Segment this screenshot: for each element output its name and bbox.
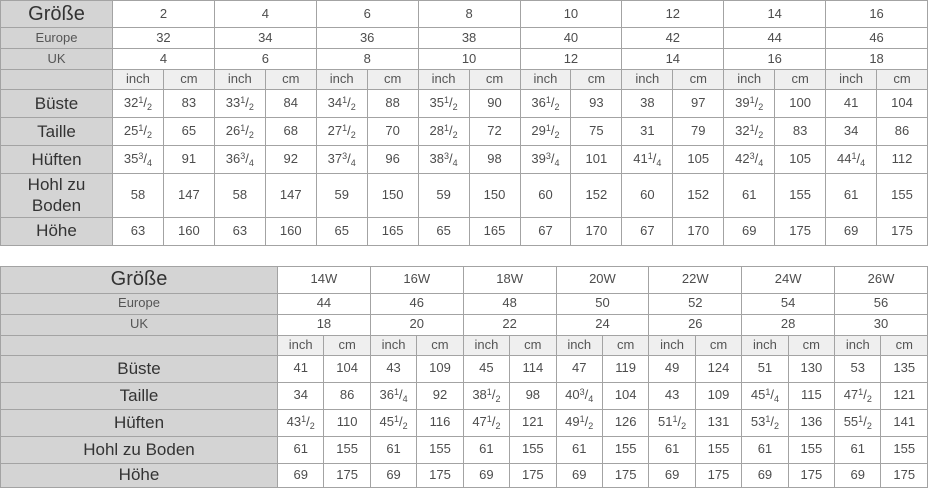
europe-row-value: 34 [214,28,316,49]
uk-row-value: 24 [556,314,649,335]
europe-row-value: 46 [370,293,463,314]
measure-inch-cell: $26^1/_2$ [214,118,265,146]
europe-row-value: 44 [278,293,371,314]
measure-inch-cell: 69 [835,463,881,487]
measure-inch-cell: 60 [520,174,571,218]
measure-cm-cell: 115 [788,382,834,409]
measure-inch-cell: 65 [316,217,367,245]
measure-inch-cell: 34 [826,118,877,146]
measure-inch-cell: 61 [556,436,602,463]
measure-cm-cell: 136 [788,409,834,436]
measure-inch-cell: 69 [370,463,416,487]
measure-cm-cell: 135 [881,355,928,382]
measure-inch-cell: $53^1/_2$ [742,409,788,436]
europe-row-value: 50 [556,293,649,314]
measure-row-label: Hohl zu Boden [1,174,113,218]
europe-row-value: 48 [463,293,556,314]
uk-row-value: 6 [214,49,316,70]
measure-inch-cell: $32^1/_2$ [113,90,164,118]
measure-row-label: Taille [1,118,113,146]
measure-cm-cell: 93 [571,90,622,118]
unit-inch-header: inch [316,70,367,90]
measure-cm-cell: 92 [265,146,316,174]
measure-cm-cell: 175 [775,217,826,245]
measure-row-label: Büste [1,90,113,118]
measure-row-label: Höhe [1,463,278,487]
measure-inch-cell: $36^1/_4$ [370,382,416,409]
measure-cm-cell: 70 [367,118,418,146]
measure-inch-cell: 59 [418,174,469,218]
measure-inch-cell: $39^3/_4$ [520,146,571,174]
measure-cm-cell: 150 [469,174,520,218]
measure-inch-cell: $35^3/_4$ [113,146,164,174]
measure-cm-cell: 165 [469,217,520,245]
measure-cm-cell: 155 [788,436,834,463]
measure-cm-cell: 155 [695,436,741,463]
unit-cm-header: cm [775,70,826,90]
measure-inch-cell: 31 [622,118,673,146]
measure-cm-cell: 105 [775,146,826,174]
measure-cm-cell: 121 [881,382,928,409]
measure-inch-cell: 60 [622,174,673,218]
size-chart-table-plus [0,266,928,488]
measure-cm-cell: 92 [417,382,463,409]
measure-cm-cell: 97 [673,90,724,118]
unit-row-spacer [1,70,113,90]
size-row-value: 16 [826,1,928,28]
measure-inch-cell: 58 [113,174,164,218]
measure-row [1,382,928,409]
measure-row [1,90,928,118]
measure-cm-cell: 165 [367,217,418,245]
unit-inch-header: inch [278,335,324,355]
measure-inch-cell: 41 [278,355,324,382]
measure-inch-cell: $27^1/_2$ [316,118,367,146]
measure-inch-cell: $34^1/_2$ [316,90,367,118]
measure-cm-cell: 98 [469,146,520,174]
measure-cm-cell: 152 [571,174,622,218]
measure-inch-cell: 58 [214,174,265,218]
measure-inch-cell: 67 [520,217,571,245]
measure-inch-cell: $39^1/_2$ [724,90,775,118]
measure-cm-cell: 88 [367,90,418,118]
measure-inch-cell: $51^1/_2$ [649,409,695,436]
measure-cm-cell: 175 [788,463,834,487]
europe-row-value: 40 [520,28,622,49]
measure-cm-cell: 155 [602,436,648,463]
europe-row-value: 36 [316,28,418,49]
measure-row-label: Hüften [1,146,113,174]
measure-cm-cell: 83 [163,90,214,118]
unit-inch-header: inch [556,335,602,355]
size-row-value: 10 [520,1,622,28]
measure-inch-cell: 61 [649,436,695,463]
unit-inch-header: inch [370,335,416,355]
unit-inch-header: inch [622,70,673,90]
uk-row-value: 14 [622,49,724,70]
unit-cm-header: cm [324,335,370,355]
measure-cm-cell: 75 [571,118,622,146]
measure-inch-cell: $47^1/_2$ [835,382,881,409]
measure-row [1,174,928,218]
measure-inch-cell: 43 [370,355,416,382]
uk-row [1,314,928,335]
europe-row-value: 56 [835,293,928,314]
measure-row-label: Hohl zu Boden [1,436,278,463]
europe-row-value: 52 [649,293,742,314]
unit-row-spacer [1,335,278,355]
measure-inch-cell: $29^1/_2$ [520,118,571,146]
measure-inch-cell: $36^3/_4$ [214,146,265,174]
measure-cm-cell: 116 [417,409,463,436]
measure-inch-cell: $49^1/_2$ [556,409,602,436]
measure-cm-cell: 79 [673,118,724,146]
measure-inch-cell: $45^1/_2$ [370,409,416,436]
size-row-value: 14W [278,266,371,293]
measure-cm-cell: 160 [265,217,316,245]
measure-cm-cell: 98 [510,382,556,409]
uk-row-value: 26 [649,314,742,335]
measure-cm-cell: 121 [510,409,556,436]
europe-row-label: Europe [1,293,278,314]
europe-row-value: 46 [826,28,928,49]
unit-row [1,70,928,90]
uk-row-label: UK [1,314,278,335]
measure-inch-cell: 67 [622,217,673,245]
measure-cm-cell: 175 [881,463,928,487]
measure-cm-cell: 126 [602,409,648,436]
measure-cm-cell: 155 [324,436,370,463]
measure-inch-cell: 49 [649,355,695,382]
measure-inch-cell: $43^1/_2$ [278,409,324,436]
size-row-value: 26W [835,266,928,293]
unit-inch-header: inch [826,70,877,90]
size-row-value: 16W [370,266,463,293]
measure-inch-cell: $38^3/_4$ [418,146,469,174]
measure-cm-cell: 90 [469,90,520,118]
europe-row-value: 32 [113,28,215,49]
measure-cm-cell: 124 [695,355,741,382]
europe-row [1,28,928,49]
table-spacer [0,246,928,266]
size-row-value: 20W [556,266,649,293]
measure-inch-cell: 61 [835,436,881,463]
size-row-value: 6 [316,1,418,28]
measure-inch-cell: $45^1/_4$ [742,382,788,409]
unit-row [1,335,928,355]
measure-cm-cell: 119 [602,355,648,382]
measure-inch-cell: 69 [649,463,695,487]
uk-row-value: 20 [370,314,463,335]
size-row-label: Größe [1,1,113,28]
uk-row-value: 18 [826,49,928,70]
measure-inch-cell: 47 [556,355,602,382]
unit-cm-header: cm [881,335,928,355]
unit-inch-header: inch [520,70,571,90]
measure-cm-cell: 155 [775,174,826,218]
uk-row-value: 10 [418,49,520,70]
measure-inch-cell: 63 [113,217,164,245]
uk-row-value: 30 [835,314,928,335]
measure-row [1,355,928,382]
measure-inch-cell: 69 [556,463,602,487]
unit-cm-header: cm [510,335,556,355]
size-chart-table-standard [0,0,928,246]
measure-cm-cell: 104 [324,355,370,382]
europe-row-value: 44 [724,28,826,49]
measure-cm-cell: 155 [881,436,928,463]
size-row-value: 8 [418,1,520,28]
measure-cm-cell: 160 [163,217,214,245]
measure-inch-cell: 41 [826,90,877,118]
unit-inch-header: inch [463,335,509,355]
measure-cm-cell: 147 [163,174,214,218]
size-row-value: 4 [214,1,316,28]
measure-cm-cell: 175 [510,463,556,487]
measure-cm-cell: 101 [571,146,622,174]
unit-cm-header: cm [367,70,418,90]
measure-row [1,409,928,436]
unit-cm-header: cm [571,70,622,90]
measure-cm-cell: 68 [265,118,316,146]
measure-cm-cell: 175 [695,463,741,487]
measure-cm-cell: 131 [695,409,741,436]
size-row-value: 24W [742,266,835,293]
measure-cm-cell: 91 [163,146,214,174]
size-row [1,1,928,28]
measure-row [1,146,928,174]
measure-inch-cell: 65 [418,217,469,245]
measure-row-label: Hüften [1,409,278,436]
measure-cm-cell: 175 [602,463,648,487]
europe-row-label: Europe [1,28,113,49]
unit-cm-header: cm [673,70,724,90]
measure-inch-cell: $41^1/_4$ [622,146,673,174]
measure-row [1,217,928,245]
measure-cm-cell: 105 [673,146,724,174]
measure-inch-cell: $25^1/_2$ [113,118,164,146]
measure-inch-cell: $28^1/_2$ [418,118,469,146]
size-row-value: 22W [649,266,742,293]
measure-inch-cell: $44^1/_4$ [826,146,877,174]
uk-row-label: UK [1,49,113,70]
measure-inch-cell: 61 [826,174,877,218]
unit-cm-header: cm [602,335,648,355]
measure-inch-cell: 61 [463,436,509,463]
measure-inch-cell: $37^3/_4$ [316,146,367,174]
europe-row-value: 42 [622,28,724,49]
measure-cm-cell: 96 [367,146,418,174]
measure-cm-cell: 65 [163,118,214,146]
measure-cm-cell: 155 [510,436,556,463]
europe-row-value: 54 [742,293,835,314]
measure-cm-cell: 170 [673,217,724,245]
measure-inch-cell: 61 [370,436,416,463]
measure-inch-cell: 61 [724,174,775,218]
measure-inch-cell: $35^1/_2$ [418,90,469,118]
unit-inch-header: inch [113,70,164,90]
unit-cm-header: cm [469,70,520,90]
measure-cm-cell: 112 [877,146,928,174]
measure-inch-cell: $47^1/_2$ [463,409,509,436]
measure-row [1,436,928,463]
unit-inch-header: inch [418,70,469,90]
measure-inch-cell: $55^1/_2$ [835,409,881,436]
measure-row-label: Höhe [1,217,113,245]
measure-inch-cell: 38 [622,90,673,118]
measure-row [1,118,928,146]
measure-cm-cell: 83 [775,118,826,146]
measure-cm-cell: 175 [324,463,370,487]
measure-cm-cell: 152 [673,174,724,218]
measure-cm-cell: 84 [265,90,316,118]
measure-cm-cell: 114 [510,355,556,382]
uk-row-value: 22 [463,314,556,335]
size-row [1,266,928,293]
measure-inch-cell: 53 [835,355,881,382]
measure-inch-cell: $32^1/_2$ [724,118,775,146]
measure-cm-cell: 175 [877,217,928,245]
uk-row-value: 18 [278,314,371,335]
size-row-label: Größe [1,266,278,293]
uk-row-value: 28 [742,314,835,335]
measure-inch-cell: 43 [649,382,695,409]
unit-inch-header: inch [742,335,788,355]
measure-cm-cell: 109 [417,355,463,382]
unit-cm-header: cm [265,70,316,90]
unit-cm-header: cm [695,335,741,355]
measure-inch-cell: 45 [463,355,509,382]
measure-inch-cell: 51 [742,355,788,382]
europe-row-value: 38 [418,28,520,49]
measure-inch-cell: 69 [724,217,775,245]
measure-row-label: Büste [1,355,278,382]
size-row-value: 2 [113,1,215,28]
measure-row-label: Taille [1,382,278,409]
measure-cm-cell: 155 [877,174,928,218]
measure-inch-cell: $33^1/_2$ [214,90,265,118]
measure-cm-cell: 150 [367,174,418,218]
uk-row-value: 8 [316,49,418,70]
unit-cm-header: cm [877,70,928,90]
uk-row-value: 12 [520,49,622,70]
uk-row-value: 4 [113,49,215,70]
measure-cm-cell: 155 [417,436,463,463]
measure-inch-cell: 69 [826,217,877,245]
measure-cm-cell: 109 [695,382,741,409]
measure-cm-cell: 130 [788,355,834,382]
unit-inch-header: inch [214,70,265,90]
measure-inch-cell: $42^3/_4$ [724,146,775,174]
measure-cm-cell: 100 [775,90,826,118]
measure-inch-cell: 61 [742,436,788,463]
measure-inch-cell: 34 [278,382,324,409]
measure-cm-cell: 104 [602,382,648,409]
measure-inch-cell: 63 [214,217,265,245]
measure-inch-cell: $38^1/_2$ [463,382,509,409]
measure-cm-cell: 110 [324,409,370,436]
measure-inch-cell: 59 [316,174,367,218]
measure-cm-cell: 175 [417,463,463,487]
measure-cm-cell: 170 [571,217,622,245]
size-row-value: 14 [724,1,826,28]
measure-inch-cell: 61 [278,436,324,463]
uk-row [1,49,928,70]
uk-row-value: 16 [724,49,826,70]
measure-cm-cell: 147 [265,174,316,218]
measure-inch-cell: 69 [278,463,324,487]
unit-cm-header: cm [417,335,463,355]
measure-row [1,463,928,487]
measure-inch-cell: 69 [463,463,509,487]
measure-inch-cell: $40^3/_4$ [556,382,602,409]
measure-cm-cell: 86 [877,118,928,146]
unit-inch-header: inch [835,335,881,355]
size-row-value: 12 [622,1,724,28]
measure-cm-cell: 72 [469,118,520,146]
measure-inch-cell: 69 [742,463,788,487]
measure-cm-cell: 141 [881,409,928,436]
measure-cm-cell: 86 [324,382,370,409]
unit-inch-header: inch [649,335,695,355]
europe-row [1,293,928,314]
unit-cm-header: cm [163,70,214,90]
unit-cm-header: cm [788,335,834,355]
unit-inch-header: inch [724,70,775,90]
measure-inch-cell: $36^1/_2$ [520,90,571,118]
size-row-value: 18W [463,266,556,293]
measure-cm-cell: 104 [877,90,928,118]
